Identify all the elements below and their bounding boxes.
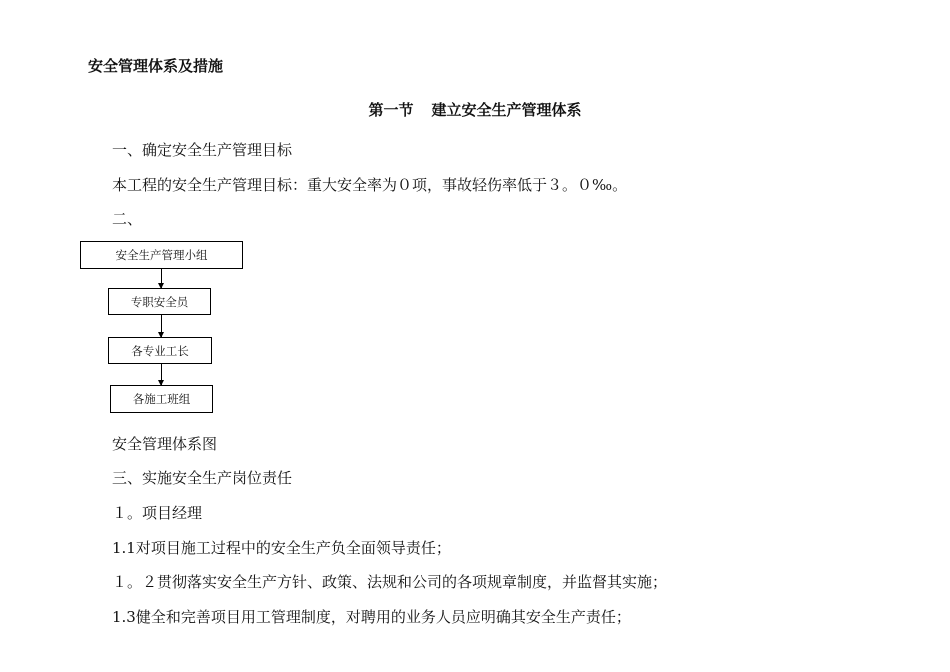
flowchart-node-safety-officer: 专职安全员 <box>108 288 211 315</box>
flowchart-arrow <box>161 315 162 337</box>
flowchart-caption: 安全管理体系图 <box>112 435 218 453</box>
flowchart-arrow <box>161 269 162 288</box>
paragraph-item-1-2: １。２贯彻落实安全生产方针、政策、法规和公司的各项规章制度，并监督其实施； <box>112 573 668 591</box>
paragraph-safety-goal: 本工程的安全生产管理目标：重大安全率为０项，事故轻伤率低于３。０‰。 <box>112 176 628 194</box>
paragraph-safety-goal-heading: 一、确定安全生产管理目标 <box>112 141 293 159</box>
paragraph-section-two: 二、 <box>112 210 143 228</box>
paragraph-section-three: 三、实施安全生产岗位责任 <box>112 469 293 487</box>
section-number: 第一节 <box>368 101 414 119</box>
section-title: 建立安全生产管理体系 <box>431 101 582 119</box>
flowchart-arrow <box>161 364 162 385</box>
paragraph-project-manager: １。项目经理 <box>112 504 203 522</box>
flowchart-node-foremen: 各专业工长 <box>108 337 212 364</box>
flowchart-node-work-teams: 各施工班组 <box>110 385 213 413</box>
paragraph-item-1-1: 1.1对项目施工过程中的安全生产负全面领导责任； <box>112 539 451 557</box>
flowchart-node-safety-group: 安全生产管理小组 <box>80 241 243 269</box>
section-heading <box>0 99 950 120</box>
document-title: 安全管理体系及措施 <box>88 57 224 75</box>
paragraph-item-1-3: 1.3健全和完善项目用工管理制度，对聘用的业务人员应明确其安全生产责任； <box>112 608 631 626</box>
